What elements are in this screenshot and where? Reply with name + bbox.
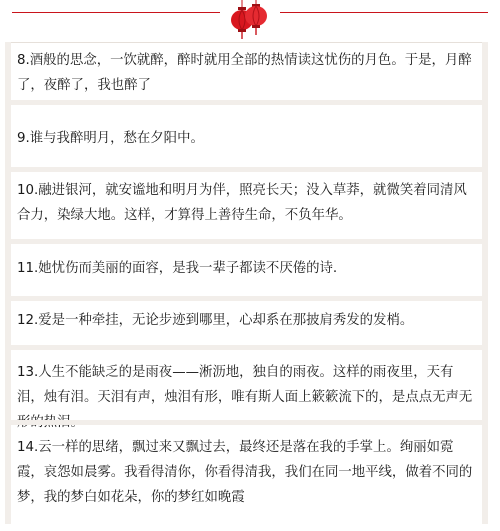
frame-top bbox=[11, 42, 482, 43]
header-rule-left bbox=[12, 12, 220, 13]
list-item: 12.爱是一种牵挂，无论步迹到哪里，心却系在那披肩秀发的发梢。 bbox=[17, 313, 414, 328]
red-lantern-icon bbox=[222, 0, 278, 40]
list-item: 8.酒般的思念，一饮就醉，醉时就用全部的热情读这忧伤的月色。于是，月醉了，夜醉了，我也醉了 bbox=[17, 53, 472, 93]
separator bbox=[11, 420, 482, 425]
separator bbox=[11, 167, 482, 172]
list-item: 13.人生不能缺乏的是雨夜——淅沥地，独自的雨夜。这样的雨夜里，天有泪，烛有泪。天泪有声，烛泪有形，唯有斯人面上簌簌流下的，是点点无声无 bbox=[17, 365, 473, 405]
separator bbox=[11, 345, 482, 350]
separator bbox=[11, 100, 482, 105]
header-decoration bbox=[0, 0, 500, 40]
list-item: 10.融进银河，就安谧地和明月为伴，照亮长天；没入草莽，就微笑着同清风合力，染绿大地。这样，才算得上善待生命，不负年华。 bbox=[17, 183, 467, 223]
list-item: 11.她忧伤而美丽的面容，是我一辈子都读不厌倦的诗. bbox=[17, 261, 338, 276]
separator bbox=[11, 239, 482, 244]
quote-list bbox=[5, 42, 488, 524]
list-item: 9.谁与我醉明月，愁在夕阳中。 bbox=[17, 131, 204, 146]
separator bbox=[11, 296, 482, 301]
list-item: 14.云一样的思绪，飘过来又飘过去，最终还是落在我的手掌上。绚丽如霓霞，哀怨如晨雾。我看得清你，你看得清我，我们在同一地平线，做着不同的梦，我的梦白如花朵，你的梦红如晚霞 bbox=[17, 440, 473, 505]
header-rule-right bbox=[280, 12, 488, 13]
